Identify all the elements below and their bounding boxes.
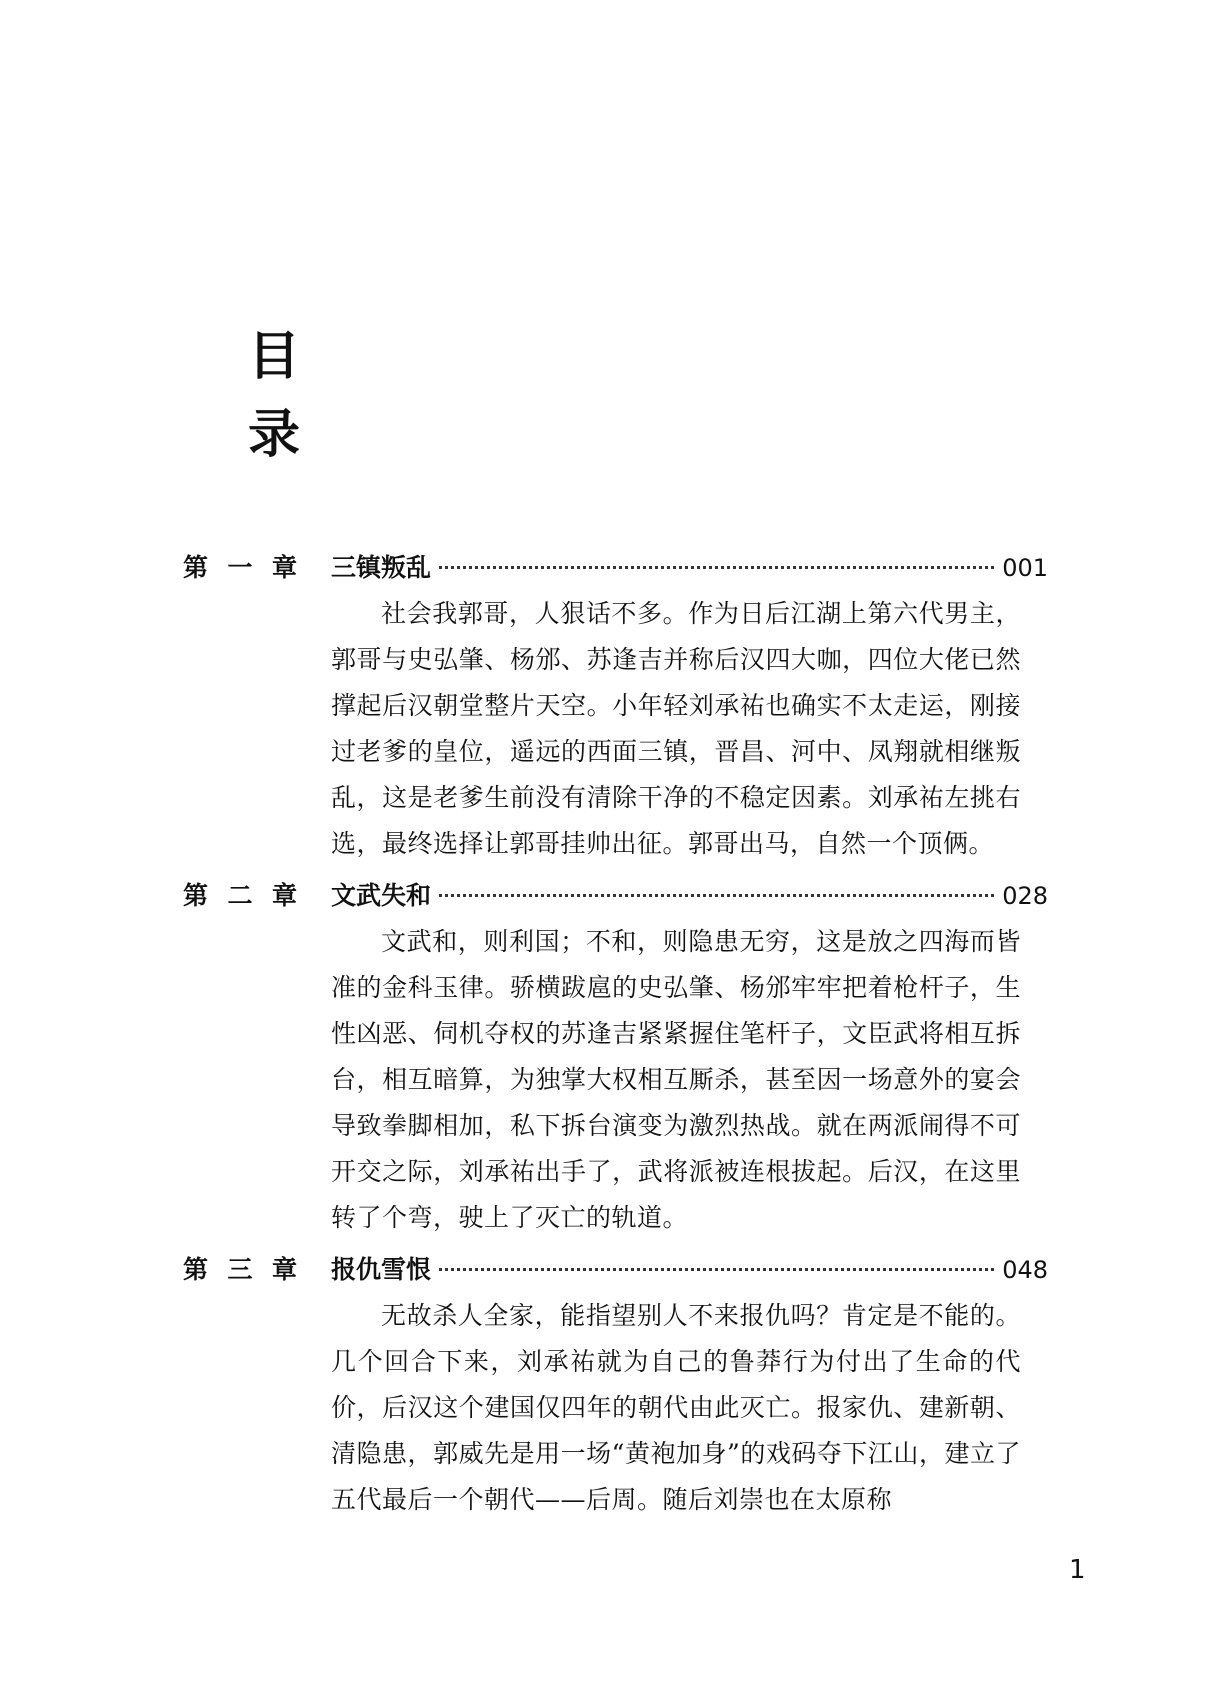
- dot-leader: [439, 894, 994, 897]
- chapter-title: 报仇雪恨: [331, 1255, 432, 1284]
- toc-entry-chapter-1: [183, 545, 1048, 873]
- dot-leader: [439, 1268, 994, 1271]
- page-title-line-1: 目: [247, 327, 300, 387]
- chapter-page-number: 048: [1002, 1256, 1048, 1284]
- chapter-label: 第二章: [183, 881, 297, 910]
- chapter-summary: 无故杀人全家，能指望别人不来报仇吗？肯定是不能的。几个回合下来，刘承祐就为自己的鲁莽行为付出了生命的代价，后汉这个建国仅四年的朝代由此灭亡。报家仇、建新朝、清隐患，郭威先是用一场“黄袍加身”的戏码夺下江山，建立了五代最后一个朝代——后周。随后刘崇也在太原称: [331, 1301, 1021, 1514]
- table-of-contents: [183, 545, 1048, 1529]
- chapter-page-number: 001: [1002, 554, 1048, 582]
- toc-entry-header[interactable]: [183, 1247, 1048, 1293]
- chapter-page-number: 028: [1002, 882, 1048, 910]
- chapter-title: 三镇叛乱: [331, 553, 432, 582]
- page-title-line-2: 录: [247, 405, 300, 465]
- toc-entry-header[interactable]: [183, 545, 1048, 591]
- toc-entry-chapter-3: [183, 1247, 1048, 1529]
- toc-entry-header[interactable]: [183, 873, 1048, 919]
- chapter-title: 文武失和: [331, 881, 432, 910]
- chapter-label: 第三章: [183, 1255, 297, 1284]
- page-title: [244, 318, 304, 474]
- chapter-label: 第一章: [183, 553, 297, 582]
- toc-entry-chapter-2: [183, 873, 1048, 1247]
- dot-leader: [439, 566, 994, 569]
- page-number: 1: [1069, 1555, 1086, 1585]
- chapter-summary: 文武和，则利国；不和，则隐患无穷，这是放之四海而皆准的金科玉律。骄横跋扈的史弘肇、杨邠牢牢把着枪杆子，生性凶恶、伺机夺权的苏逢吉紧紧握住笔杆子，文臣武将相互拆台，相互暗算，为独掌大权相互厮杀，甚至因一场意外的宴会导致拳脚相加，私下拆台演变为激烈热战。就在两派闹得不可开交之际，刘承祐出手了，武将派被连根拔起。后汉，在这里转了个弯，驶上了灭亡的轨道。: [331, 927, 1021, 1232]
- chapter-summary: 社会我郭哥，人狠话不多。作为日后江湖上第六代男主，郭哥与史弘肇、杨邠、苏逢吉并称后汉四大咖，四位大佬已然撑起后汉朝堂整片天空。小年轻刘承祐也确实不太走运，刚接过老爹的皇位，遥远的西面三镇，晋昌、河中、凤翔就相继叛乱，这是老爹生前没有清除干净的不稳定因素。刘承祐左挑右选，最终选择让郭哥挂帅出征。郭哥出马，自然一个顶俩。: [331, 599, 1021, 858]
